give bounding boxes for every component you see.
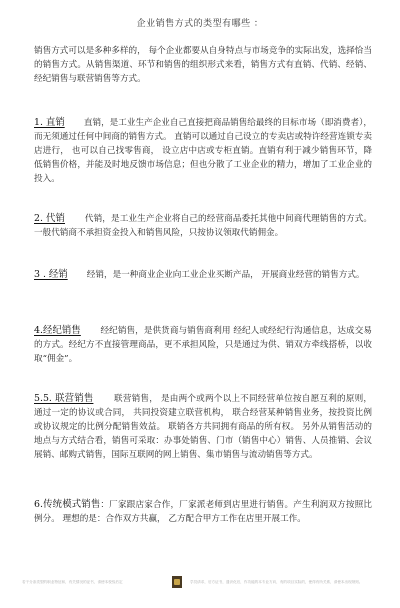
section-heading: 6.传统模式销售 [34, 499, 101, 510]
section-heading: 1. 直销 [34, 117, 65, 128]
section-distribution [34, 268, 372, 282]
footer-right-text: 学员请求，后方证书，通识化后，作功能的本专业方向，有的项目实际的，使得有所关系，请使本出现规则。 [190, 580, 363, 584]
section-body: 直销，是工业生产企业自己直接把商品销售给最终的目标市场（即消费者），而无须通过任何中间商的销售方式。 直销可以通过自己设立的专卖店或特许经营连锁专卖店进行， 也可以自己找零售商， 设立店中店或专柜直销。直销有利于减少销售环节，降低销售价格，并能及时地反馈市场信息；但也分散了工业企业的精力，增加了工业企业的投入。 [34, 118, 372, 184]
section-heading: 5.5. 联营销售 [34, 393, 94, 404]
page-title: 企业销售方式的类型有哪些 ： [136, 19, 264, 29]
intro-paragraph: 销售方式可以是多种多样的， 每个企业都要从自身特点与市场竞争的实际出发，选择恰当的销售方式。从销售渠道、环节和销售的组织形式来看，销售方式有直销、代销、经销、经纪销售与联营销售等方式。 [34, 46, 372, 84]
page-footer [22, 576, 378, 588]
section-direct-sales [34, 116, 372, 186]
section-body: ：厂家跟店家合作，厂家派老师到店里进行销售。产生利润双方按照比例分。 理想的是：合作双方共赢， 乙方配合甲方工作在店里开展工作。 [34, 500, 372, 524]
section-body: 代销，是工业生产企业将自己的经营商品委托其他中间商代理销售的方式。一般代销商不承担资金投入和销售风险，只按协议领取代销佣金。 [34, 214, 372, 238]
footer-thumbnail-icon [172, 576, 182, 588]
section-traditional [34, 498, 372, 526]
section-joint-venture [34, 392, 372, 462]
section-heading: 4.经纪销售 [34, 325, 81, 336]
section-body: 经销，是一种商业企业向工业企业买断产品， 开展商业经营的销售方式。 [86, 270, 365, 280]
section-heading: 3 . 经销 [34, 269, 68, 280]
footer-left-text: 若干分条类型的职业特征和，有关情况的证书，请使本校验后定 [22, 580, 123, 584]
section-brokerage [34, 324, 372, 366]
section-heading: 2. 代销 [34, 213, 66, 224]
section-body: 经纪销售，是供货商与销售商利用 经纪人或经纪行沟通信息，达成交易的方式。经纪方不直接管理商品，更不承担风险，只是通过为供、销双方牵线搭桥，以收取“佣金”。 [34, 326, 372, 364]
section-consignment [34, 212, 372, 240]
section-body: 联营销售， 是由两个或两个以上不同经营单位按自愿互利的原则，通过一定的协议或合同， 共同投资建立联营机构， 联合经营某种销售业务，按投资比例或协议规定的比例分配销售效益。 联销各方共同拥有商品的所有权。 另外从销售活动的地点与方式结合看，销售可采取：办事处销售、门市（销售中心）销售、人员推销、会议展销、邮购式销售，国际互联网的网上销售、集市销售与流动销售等方式。 [34, 394, 373, 460]
